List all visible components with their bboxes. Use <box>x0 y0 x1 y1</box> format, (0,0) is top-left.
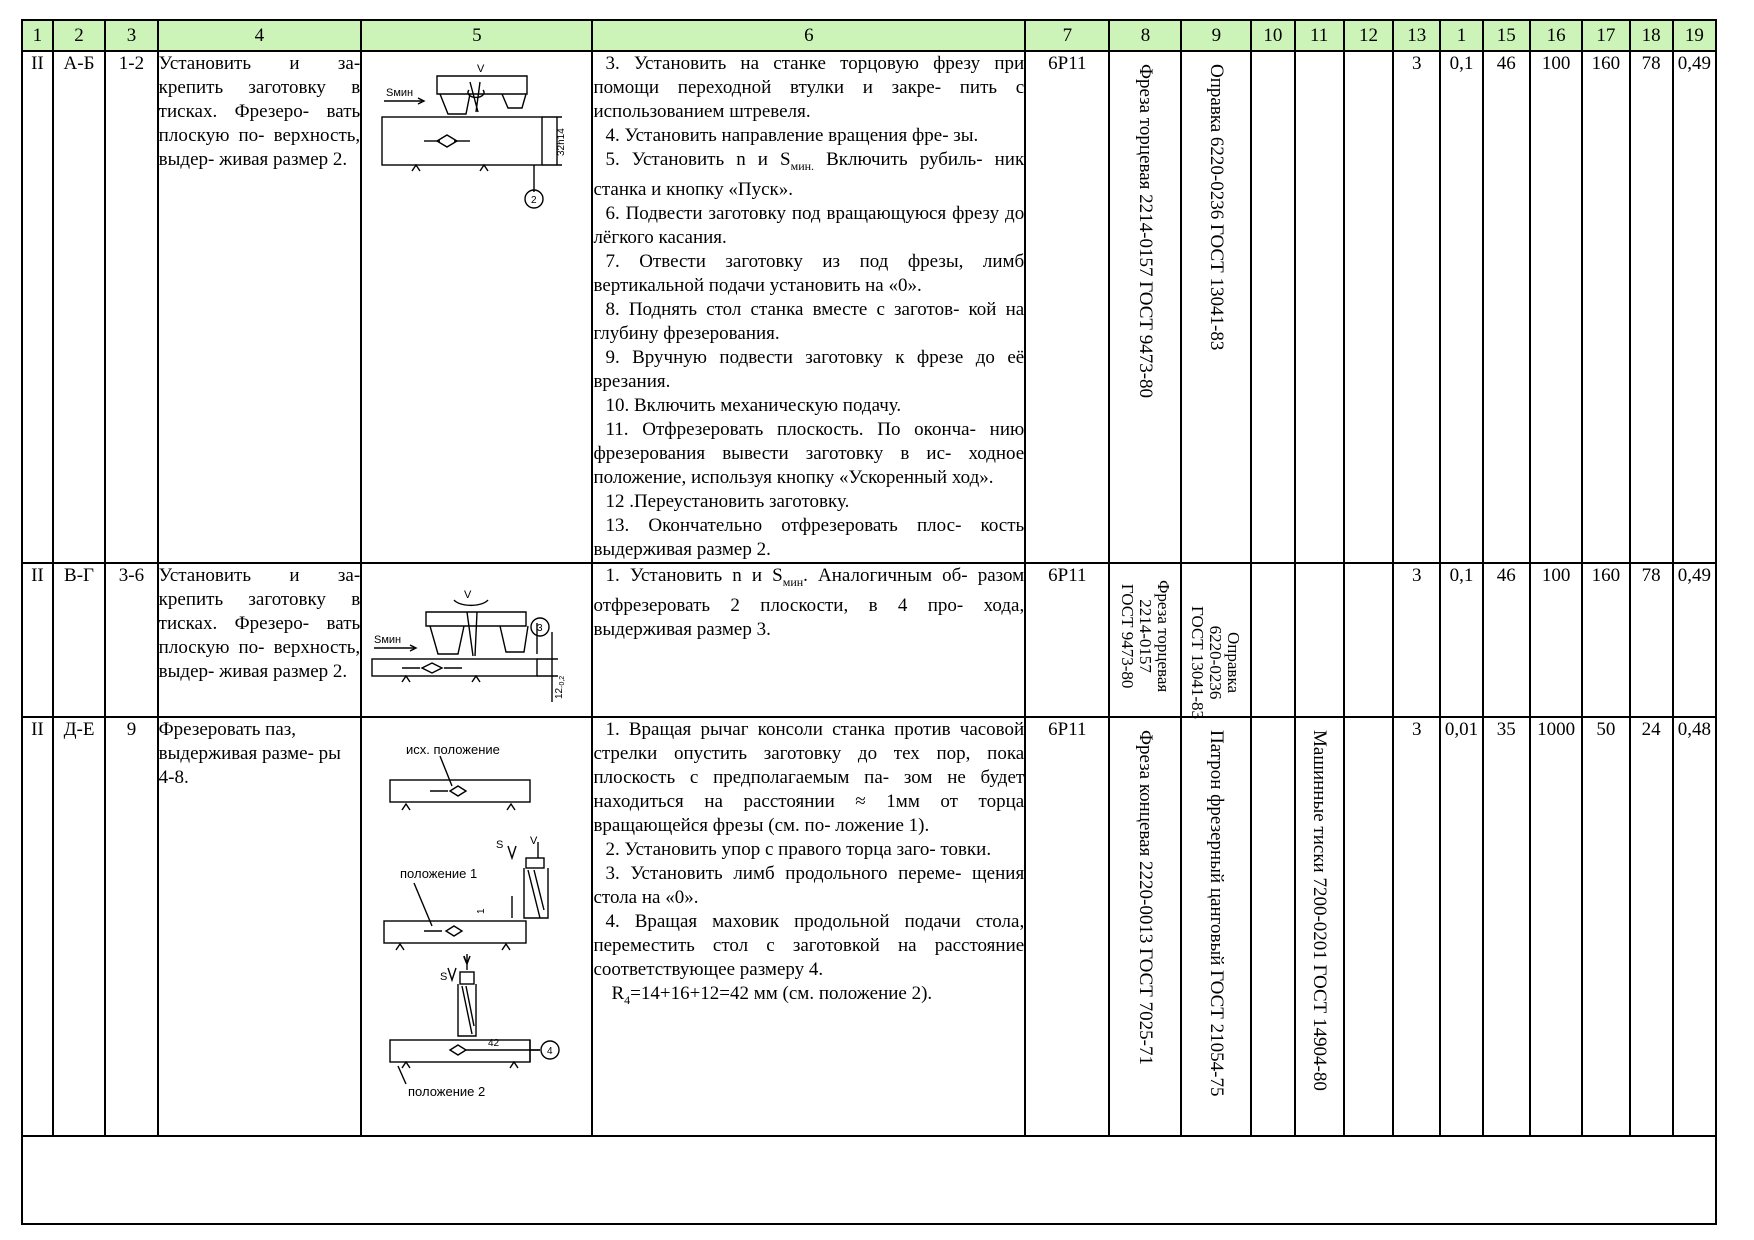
step-line: 10. Включить механическую подачу. <box>605 394 902 416</box>
header-row <box>22 20 1716 51</box>
sketch-dim-label: $12_{-0,2}$ <box>554 675 567 699</box>
header-cell: 19 <box>1673 20 1716 51</box>
cell-operation: II <box>22 717 53 1136</box>
cell-sketch <box>361 717 592 1136</box>
header-cell: 12 <box>1344 20 1393 51</box>
sketch-v-label: V <box>464 588 472 601</box>
header-cell: 3 <box>105 20 157 51</box>
cell-machine: 6Р11 <box>1025 563 1109 717</box>
sketch-feed-label: Sмин <box>386 87 414 99</box>
step-line: 1. Установить n и $S_{мин}$. Аналогичным об- разом отфрезеровать 2 плоскости, в 4 про- хода, выдерживая размер 3. <box>593 564 1025 640</box>
cell-15: 46 <box>1483 51 1530 563</box>
cell-14: 0,1 <box>1440 563 1482 717</box>
sketch-pos1-label: положение 1 <box>400 865 478 881</box>
cell-10 <box>1251 51 1294 563</box>
header-cell: 5 <box>361 20 592 51</box>
cell-transition: 1-2 <box>105 51 157 563</box>
header-cell: 7 <box>1025 20 1109 51</box>
cell-sketch <box>361 563 592 717</box>
step-line: 3. Установить на станке торцовую фрезу при помощи переходной втулки и закре- пить с использованием штревеля. <box>593 53 1025 122</box>
cell-tool: Фреза торцевая 2214-0157 ГОСТ 9473-80 <box>1109 563 1181 717</box>
sketch-callout: 2 <box>531 195 537 206</box>
cell-18: 78 <box>1630 563 1673 717</box>
header-cell: 18 <box>1630 20 1673 51</box>
step-line: 2. Установить упор с правого торца заго- товки. <box>605 838 992 860</box>
header-cell: 2 <box>53 20 105 51</box>
sketch-v-label: V <box>477 63 485 75</box>
cell-16: 100 <box>1530 563 1582 717</box>
cell-15: 35 <box>1483 717 1530 1136</box>
cell-holder: Оправка 6220-0236 ГОСТ 13041-83 <box>1181 563 1251 717</box>
step-line: 4. Вращая маховик продольной подачи стола, переместить стол с заготовкой на расстояние соответствующее размеру 4. <box>593 910 1025 980</box>
cell-operation: II <box>22 563 53 717</box>
step-line: 4. Установить направление вращения фре- зы. <box>605 125 979 146</box>
sketch-pos0-label: исх. положение <box>406 741 501 757</box>
cell-18: 78 <box>1630 51 1673 563</box>
table-row <box>22 51 1716 563</box>
header-cell: 4 <box>158 20 362 51</box>
sketch-feed-label: Sмин <box>374 633 402 646</box>
cell-10 <box>1251 717 1294 1136</box>
cell-14: 0,1 <box>1440 51 1482 563</box>
cell-18: 24 <box>1630 717 1673 1136</box>
cell-surfaces: А-Б <box>53 51 105 563</box>
cell-14: 0,01 <box>1440 717 1482 1136</box>
header-cell: 11 <box>1295 20 1344 51</box>
header-cell: 1 <box>22 20 53 51</box>
cell-17: 160 <box>1582 51 1629 563</box>
cell-17: 160 <box>1582 563 1629 717</box>
cell-10 <box>1251 563 1294 717</box>
cell-19: 0,49 <box>1673 51 1716 563</box>
step-line: 8. Поднять стол станка вместе с заготов- кой на глубину фрезерования. <box>593 298 1025 344</box>
cell-transition: 9 <box>105 717 157 1136</box>
cell-content: Установить и за- крепить заготовку в тисках. Фрезеро- вать плоскую по- верхность, выдер- живая размер 2. <box>158 51 362 563</box>
cell-surfaces: Д-Е <box>53 717 105 1136</box>
cell-12 <box>1344 717 1393 1136</box>
cell-12 <box>1344 51 1393 563</box>
cell-machine: 6Р11 <box>1025 51 1109 563</box>
formula-line: $R_4=14+16+12=42$ мм (см. положение 2). <box>611 982 933 1007</box>
header-cell: 9 <box>1181 20 1251 51</box>
step-line: 3. Установить лимб продольного переме- щения стола на «0». <box>593 862 1025 908</box>
sketch-slot-milling <box>362 718 582 1128</box>
process-table <box>21 19 1717 1137</box>
sketch-v-label-2: V <box>463 954 471 967</box>
cell-transition: 3-6 <box>105 563 157 717</box>
cell-16: 100 <box>1530 51 1582 563</box>
step-line: 1. Вращая рычаг консоли станка против часовой стрелки опустить заготовку до тех пор, пока плоскость с предполагаемым па- зом не будет находиться на расстоянии ≈ 1мм от торца вращающейся фрезы (см. по- ложение 1). <box>593 718 1025 836</box>
cell-fixture: Машинные тиски 7200-0201 ГОСТ 14904-80 <box>1295 717 1344 1136</box>
header-cell: 1 <box>1440 20 1482 51</box>
sketch-callout: 3 <box>537 622 543 634</box>
header-cell: 10 <box>1251 20 1294 51</box>
sketch-four-pass-milling <box>362 564 582 709</box>
step-line: 11. Отфрезеровать плоскость. По оконча- нию фрезерования вывести заготовку в ис- ходное положение, используя кнопку «Ускоренный ход». <box>593 418 1025 488</box>
step-line: 7. Отвести заготовку из под фрезы, лимб вертикальной подачи установить на «0». <box>593 250 1025 296</box>
header-cell: 13 <box>1393 20 1440 51</box>
cell-surfaces: В-Г <box>53 563 105 717</box>
cell-17: 50 <box>1582 717 1629 1136</box>
cell-content: Установить и за- крепить заготовку в тисках. Фрезеро- вать плоскую по- верхность, выдер- живая размер 2. <box>158 563 362 717</box>
cell-13: 3 <box>1393 563 1440 717</box>
step-line: 12 .Переустановить заготовку. <box>605 490 850 512</box>
cell-11 <box>1295 563 1344 717</box>
cell-sketch <box>361 51 592 563</box>
step-line: 6. Подвести заготовку под вращающуюся фрезу до лёгкого касания. <box>593 202 1025 248</box>
cell-steps <box>592 563 1025 717</box>
step-line: 13. Окончательно отфрезеровать плос- кость выдерживая размер 2. <box>593 514 1025 560</box>
cell-11 <box>1295 51 1344 563</box>
sketch-dim-label: 42 <box>488 1037 500 1049</box>
step-line: 9. Вручную подвести заготовку к фрезе до её врезания. <box>593 346 1025 392</box>
header-cell: 17 <box>1582 20 1629 51</box>
cell-tool: Фреза концевая 2220-0013 ГОСТ 7025-71 <box>1109 717 1181 1136</box>
header-cell: 6 <box>592 20 1025 51</box>
cell-13: 3 <box>1393 51 1440 563</box>
sketch-feed-label: S <box>496 838 504 851</box>
sketch-v-label: V <box>530 834 538 847</box>
table-row <box>22 717 1716 1136</box>
cell-content: Фрезеровать паз, выдерживая разме- ры 4-8. <box>158 717 362 1136</box>
header-cell: 16 <box>1530 20 1582 51</box>
cell-tool: Фреза торцевая 2214-0157 ГОСТ 9473-80 <box>1109 51 1181 563</box>
cell-12 <box>1344 563 1393 717</box>
cell-19: 0,48 <box>1673 717 1716 1136</box>
cell-15: 46 <box>1483 563 1530 717</box>
cell-19: 0,49 <box>1673 563 1716 717</box>
sketch-face-milling <box>362 52 582 222</box>
table-row <box>22 563 1716 717</box>
header-cell: 15 <box>1483 20 1530 51</box>
sketch-dim-label: 32h14 <box>556 128 568 156</box>
cell-operation: II <box>22 51 53 563</box>
header-cell: 8 <box>1109 20 1181 51</box>
cell-16: 1000 <box>1530 717 1582 1136</box>
sketch-pos2-label: положение 2 <box>408 1083 486 1099</box>
cell-machine: 6Р11 <box>1025 717 1109 1136</box>
cell-steps <box>592 717 1025 1136</box>
sketch-one-label: 1 <box>476 908 488 914</box>
step-line: 5. Установить n и $S_{мин.}$ Включить рубиль- ник станка и кнопку «Пуск». <box>593 149 1025 200</box>
cell-holder: Оправка 6220-0236 ГОСТ 13041-83 <box>1181 51 1251 563</box>
sketch-feed-label-2: S <box>440 970 448 983</box>
cell-13: 3 <box>1393 717 1440 1136</box>
cell-steps <box>592 51 1025 563</box>
cell-holder: Патрон фрезерный цанговый ГОСТ 21054-75 <box>1181 717 1251 1136</box>
sketch-callout: 4 <box>547 1045 553 1057</box>
